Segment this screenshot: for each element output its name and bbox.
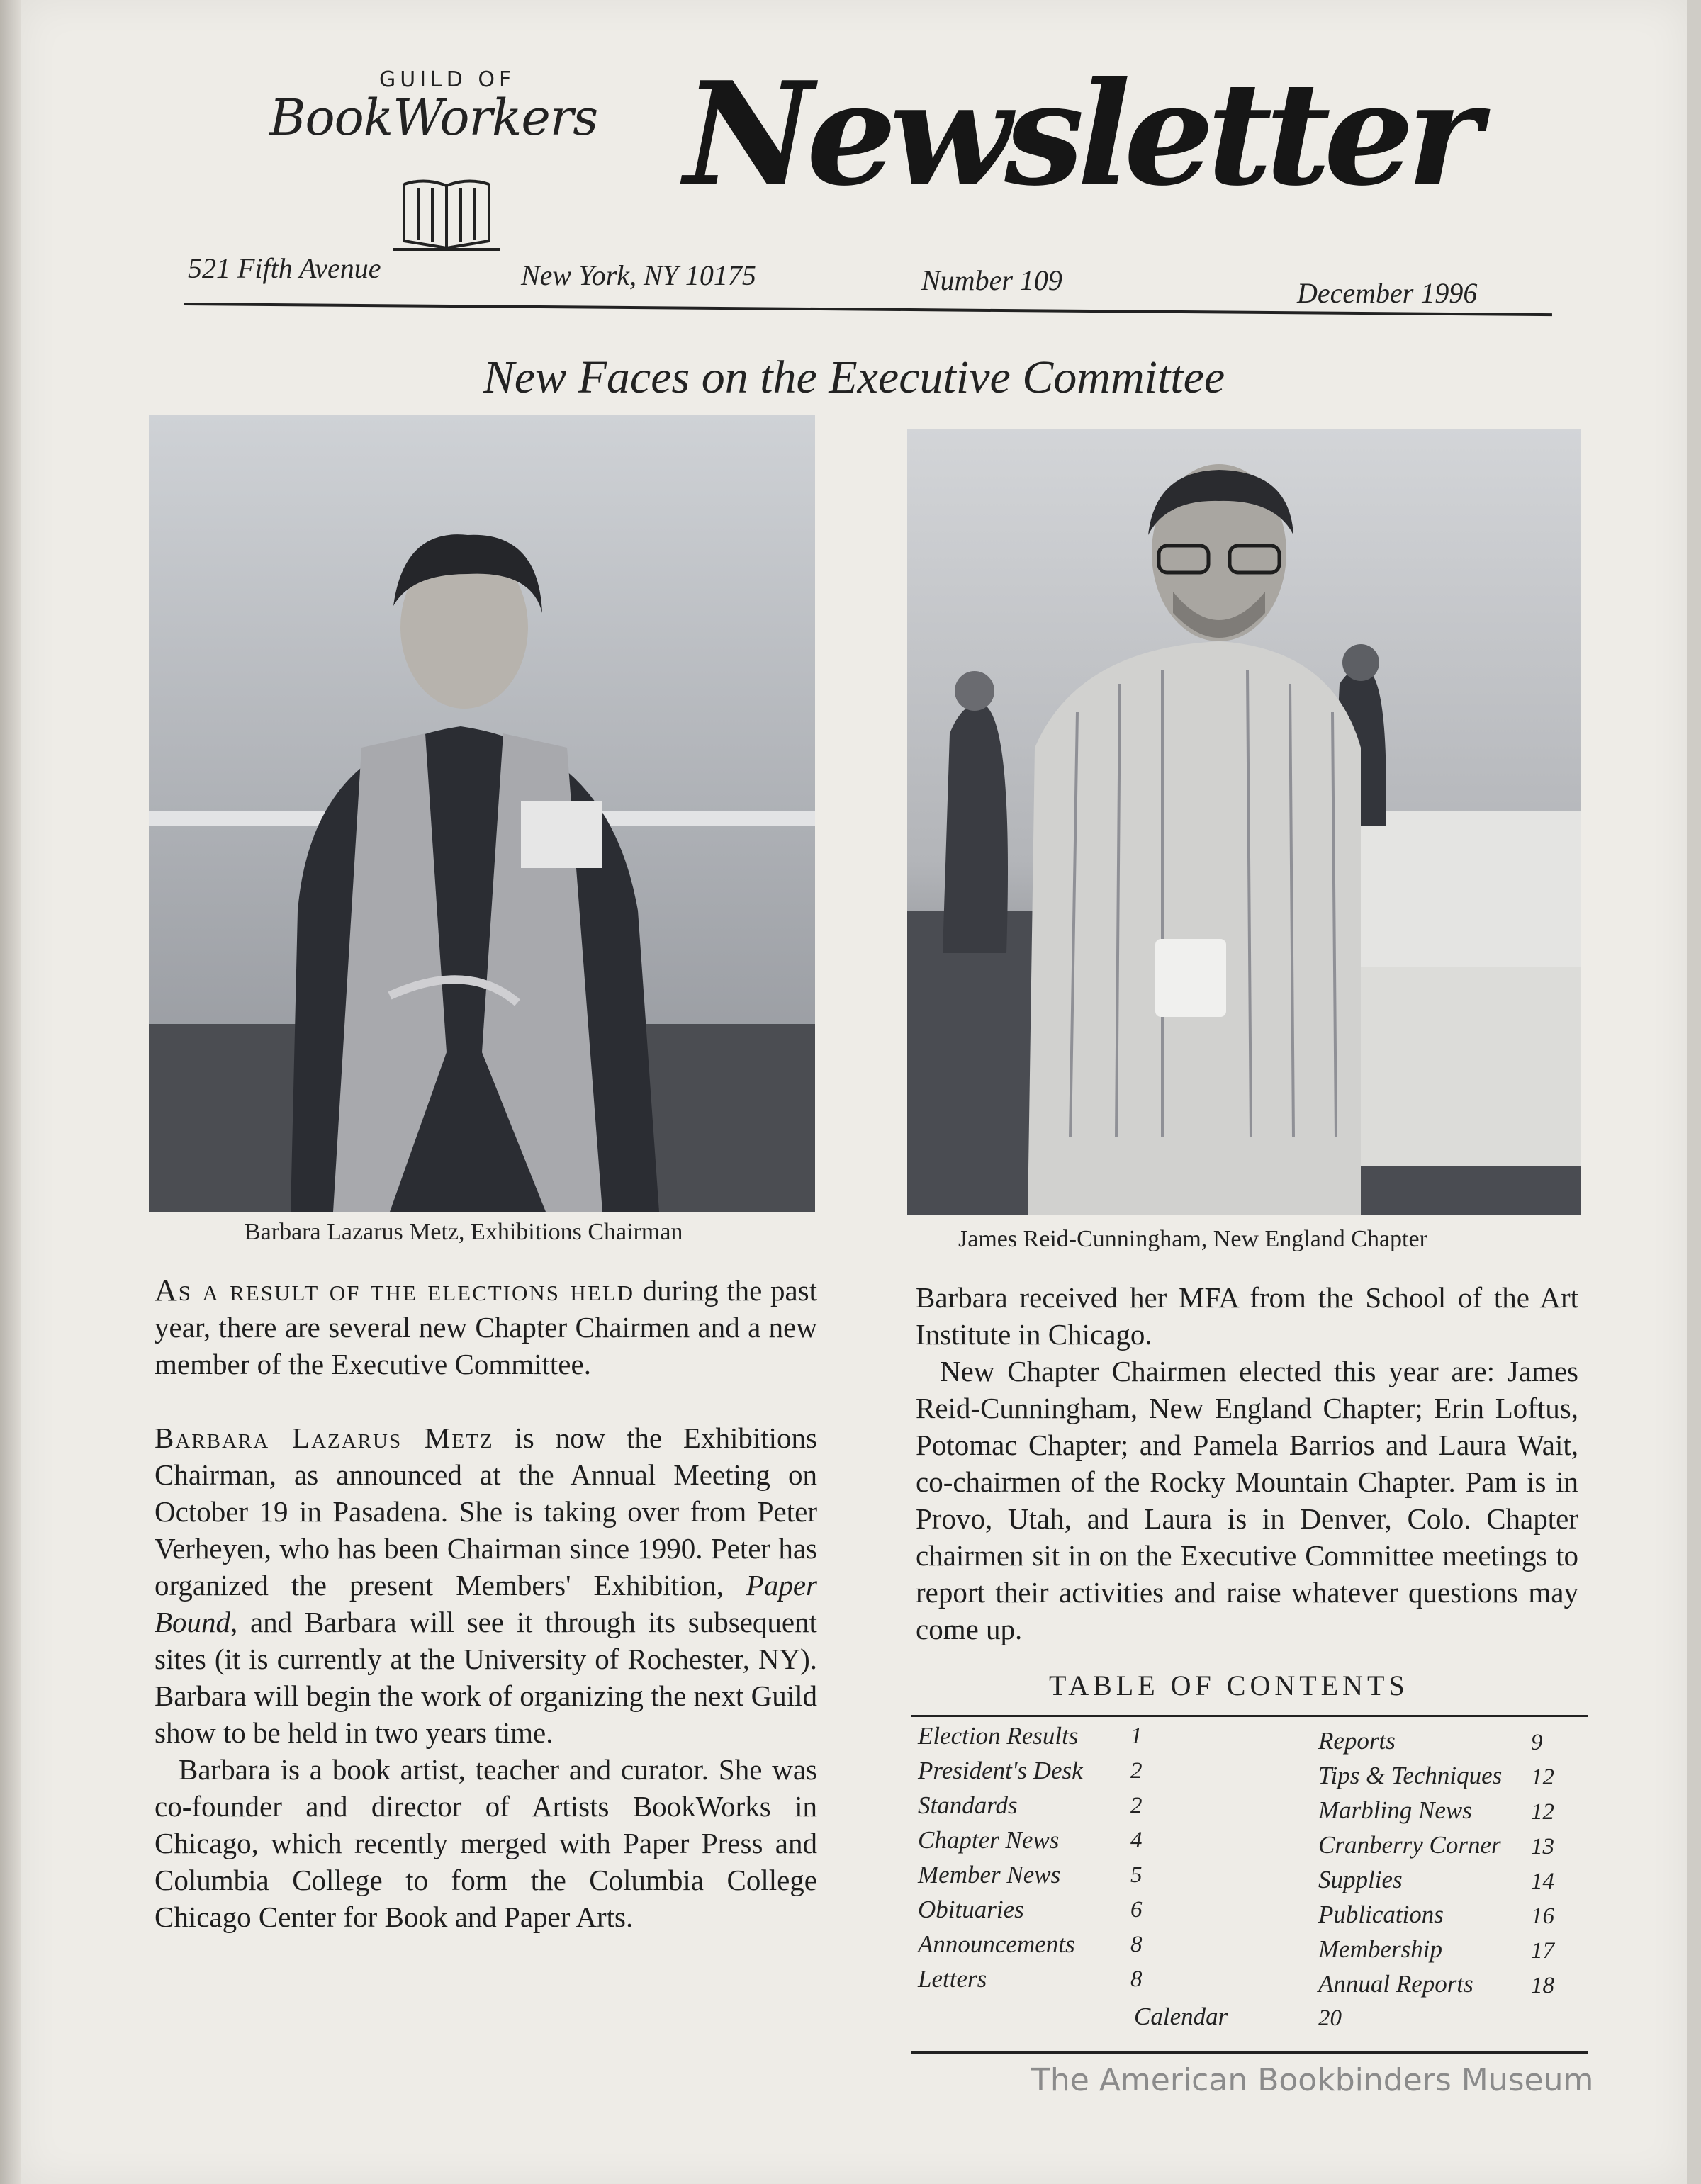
museum-watermark: The American Bookbinders Museum <box>1031 2062 1594 2098</box>
toc-entry-page: 9 <box>1531 1730 1543 1755</box>
toc-entry-label: Supplies <box>1318 1866 1403 1893</box>
toc-entry-page: 5 <box>1130 1862 1143 1888</box>
toc-entry-label: Chapter News <box>918 1826 1060 1854</box>
toc-entry-page: 12 <box>1531 1799 1554 1825</box>
toc-entry-page: 8 <box>1130 1966 1143 1992</box>
lead-smallcaps: As a result of the elections held <box>155 1273 635 1307</box>
toc-entry-label: Publications <box>1318 1901 1444 1928</box>
toc-entry-label: President's Desk <box>918 1757 1083 1784</box>
caption-left: Barbara Lazarus Metz, Exhibitions Chairman <box>245 1219 683 1245</box>
toc-entry-page: 8 <box>1130 1932 1143 1957</box>
logo-bookworkers: BookWorkers <box>269 89 598 147</box>
toc-entry-label: Standards <box>918 1791 1018 1819</box>
paragraph-mfa: Barbara received her MFA from the School of the Art Institute in Chicago. <box>916 1281 1578 1351</box>
toc-entry-page: 18 <box>1531 1973 1554 1998</box>
toc-top-rule <box>911 1715 1588 1717</box>
toc-title: TABLE OF CONTENTS <box>1049 1670 1409 1701</box>
masthead-date: December 1996 <box>1297 277 1478 309</box>
toc-entry-page: 13 <box>1531 1834 1554 1859</box>
toc-entry-calendar: Calendar <box>1134 2003 1228 2030</box>
toc-entry-page: 2 <box>1130 1758 1143 1784</box>
caption-right: James Reid-Cunningham, New England Chapter <box>958 1226 1427 1252</box>
exhibition-title: Paper Bound <box>155 1569 817 1638</box>
photo-barbara-metz <box>149 415 815 1212</box>
masthead-issue: Number 109 <box>921 264 1062 296</box>
toc-entry-label: Tips & Techniques <box>1318 1762 1503 1789</box>
article-right-column <box>916 1279 1578 1648</box>
toc-entry-page: 17 <box>1531 1938 1554 1964</box>
toc-entry-label: Membership <box>1318 1935 1442 1963</box>
logo-guild-of: GUILD OF <box>379 67 516 92</box>
metz-smallcaps: Barbara Lazarus Metz <box>155 1422 494 1454</box>
article-left-column <box>155 1272 817 1935</box>
newsletter-page <box>21 0 1687 2184</box>
toc-entry-label: Annual Reports <box>1318 1970 1473 1998</box>
toc-entry-label: Letters <box>918 1965 987 1993</box>
photo-james-reid-cunningham <box>907 429 1581 1215</box>
guild-logo <box>269 67 624 252</box>
toc-entry-label: Reports <box>1318 1727 1396 1755</box>
metz-text-b: , and Barbara will see it through its subsequent sites (it is currently at the University of Rochester, NY). Barbara will begin the work of organizing the next Guild show to be held in two years time. <box>155 1606 817 1749</box>
toc-entry-page: 12 <box>1531 1764 1554 1790</box>
newsletter-title: Newsletter <box>684 51 1475 218</box>
headline: New Faces on the Executive Committee <box>483 351 1225 403</box>
toc-entry-label: Obituaries <box>918 1896 1024 1923</box>
toc-entry-calendar-page: 20 <box>1318 2005 1342 2031</box>
paragraph-metz <box>155 1419 817 1751</box>
toc-entry-label: Marbling News <box>1318 1796 1472 1824</box>
paragraph-chapter-chairmen: New Chapter Chairmen elected this year are: James Reid-Cunningham, New England Chapter; Erin Loftus, Potomac Chapter; and Pamela Barrios and Laura Wait, co-chairmen of the Rocky Mountain Chapter. Pam is in Provo, Utah, and Laura is in Denver, Colo. Chapter chairmen sit in on the Executive Committee meetings to report their activities and raise whatever questions may come up. <box>916 1355 1578 1645</box>
lead-paragraph <box>155 1272 817 1383</box>
toc-entry-page: 1 <box>1130 1723 1143 1749</box>
toc-entry-label: Member News <box>918 1861 1061 1889</box>
toc-entry-page: 16 <box>1531 1903 1554 1929</box>
toc-entry-label: Cranberry Corner <box>1318 1831 1501 1859</box>
toc-entry-label: Election Results <box>918 1722 1079 1750</box>
toc-bottom-rule <box>911 2051 1588 2054</box>
metz-text-a: is now the Exhibitions Chairman, as announced at the Annual Meeting on October 19 in Pasadena. She is taking over from Peter Verheyen, who has been Chairman since 1990. Peter has organized the present Members' Exhibition, <box>155 1422 817 1602</box>
toc-entry-page: 2 <box>1130 1793 1143 1818</box>
lead-text: during the past year, there are several new Chapter Chairmen and a new member of the Executive Committee. <box>155 1274 817 1380</box>
open-book-icon <box>390 163 503 255</box>
toc-entry-label: Announcements <box>918 1930 1075 1958</box>
paragraph-artist: Barbara is a book artist, teacher and curator. She was co-founder and director of Artists BookWorks in Chicago, which recently merged with Paper Press and Columbia College to form the Columbia College Chicago Center for Book and Paper Arts. <box>155 1753 817 1933</box>
toc-entry-page: 6 <box>1130 1897 1143 1923</box>
binding-spine <box>0 0 21 2184</box>
masthead-address: 521 Fifth Avenue <box>188 252 381 284</box>
toc-entry-page: 4 <box>1130 1828 1143 1853</box>
masthead-city: New York, NY 10175 <box>521 259 756 291</box>
toc-entry-page: 14 <box>1531 1869 1554 1894</box>
